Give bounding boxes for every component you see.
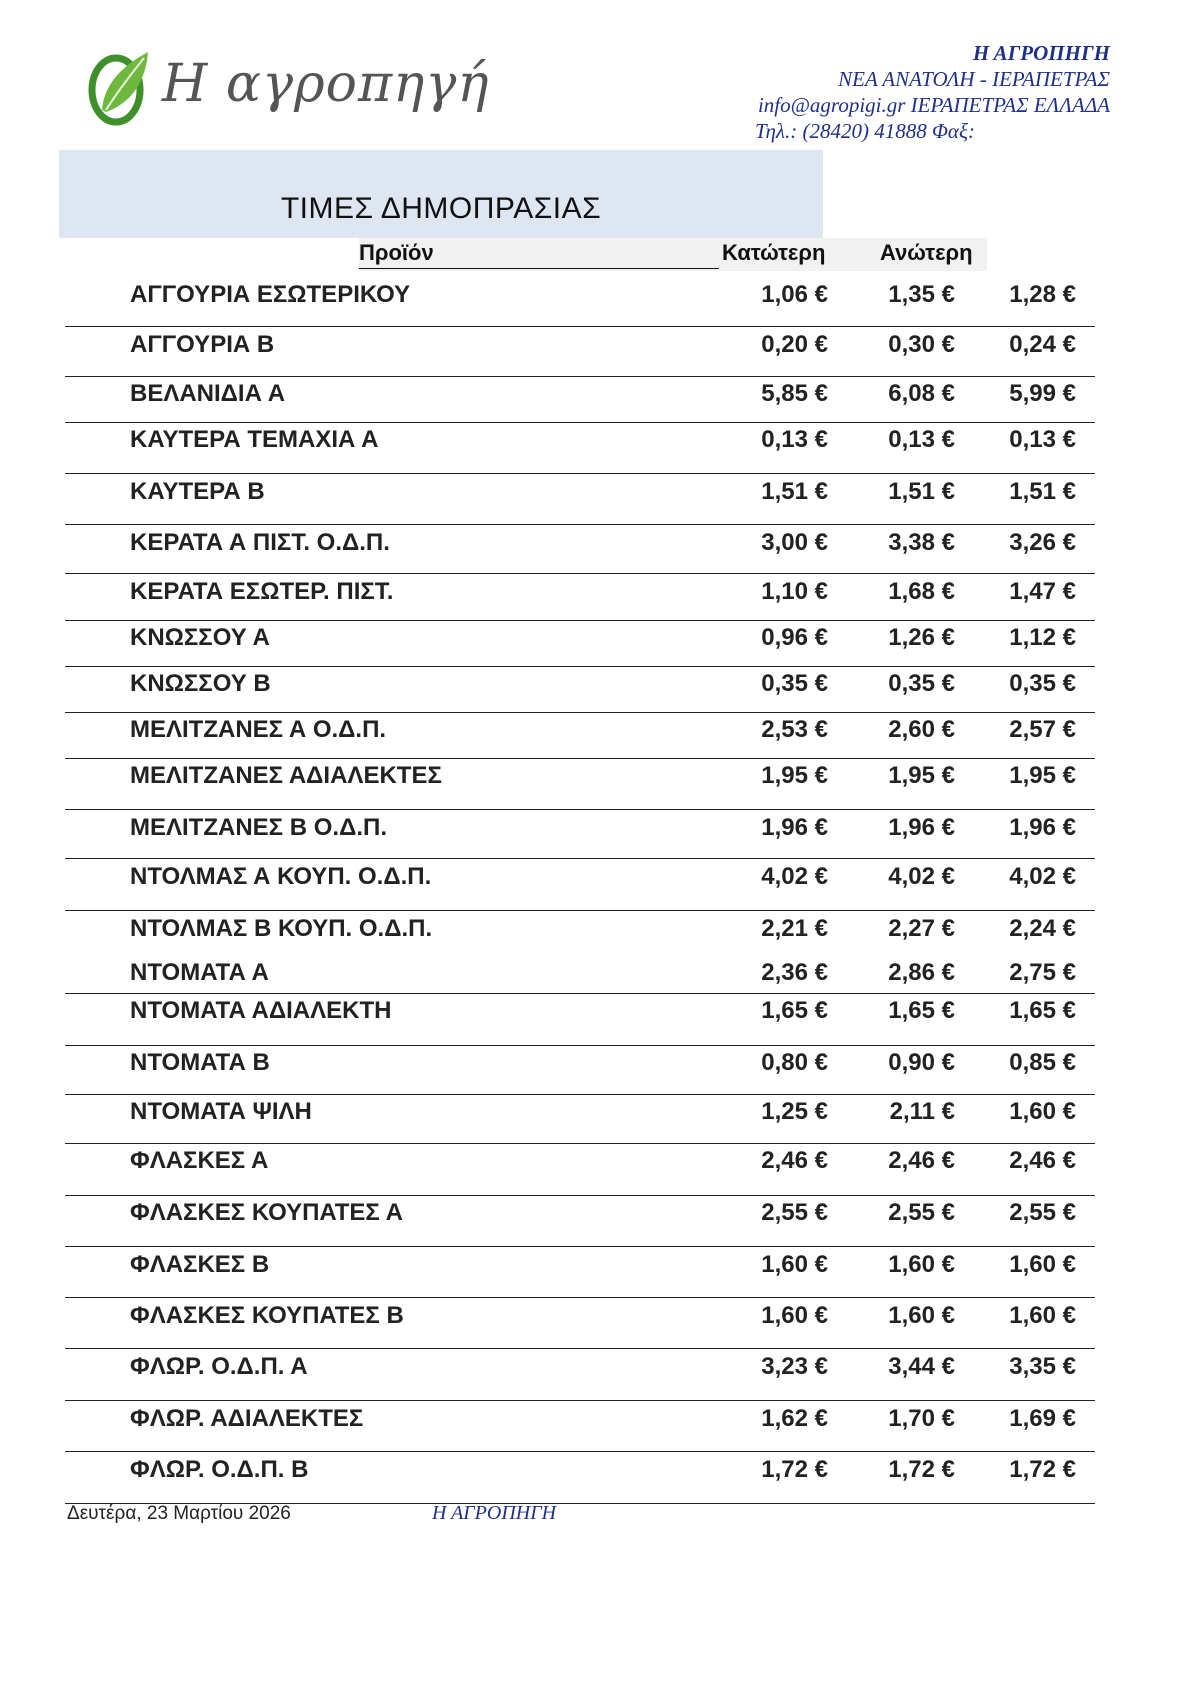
price-avg: 0,13 € xyxy=(1009,426,1076,453)
price-high: 1,72 € xyxy=(888,1456,955,1483)
price-avg: 0,24 € xyxy=(1009,331,1076,358)
product-name: ΝΤΟΜΑΤΑ Α xyxy=(130,959,269,986)
price-high: 2,11 € xyxy=(889,1098,955,1125)
price-avg: 1,28 € xyxy=(1009,281,1076,308)
row-divider xyxy=(65,524,1095,525)
price-low: 1,60 € xyxy=(761,1251,828,1278)
price-low: 5,85 € xyxy=(761,380,828,407)
price-avg: 1,69 € xyxy=(1009,1405,1076,1432)
price-avg: 4,02 € xyxy=(1009,863,1076,890)
price-avg: 2,46 € xyxy=(1009,1147,1076,1174)
price-low: 2,21 € xyxy=(761,915,828,942)
price-low: 2,53 € xyxy=(761,716,828,743)
price-high: 1,68 € xyxy=(888,578,955,605)
product-name: ΚΝΩΣΣΟΥ Α xyxy=(130,624,270,651)
price-high: 6,08 € xyxy=(888,380,955,407)
product-name: ΚΕΡΑΤΑ Α ΠΙΣΤ. Ο.Δ.Π. xyxy=(130,529,390,556)
price-high: 2,46 € xyxy=(888,1147,955,1174)
product-name: ΝΤΟΜΑΤΑ ΑΔΙΑΛΕΚΤΗ xyxy=(130,997,392,1024)
company-name: Η ΑΓΡΟΠΗΓΗ xyxy=(972,41,1110,65)
row-divider xyxy=(65,1143,1095,1144)
header-product: Προϊόν xyxy=(359,240,434,265)
price-low: 1,96 € xyxy=(761,814,828,841)
price-avg: 2,57 € xyxy=(1009,716,1076,743)
price-low: 1,06 € xyxy=(761,281,828,308)
row-divider xyxy=(65,910,1095,911)
price-avg: 2,24 € xyxy=(1009,915,1076,942)
price-high: 1,65 € xyxy=(888,997,955,1024)
price-high: 1,60 € xyxy=(888,1302,955,1329)
price-low: 3,00 € xyxy=(761,529,828,556)
price-high: 0,30 € xyxy=(888,331,955,358)
price-high: 1,35 € xyxy=(888,281,955,308)
product-name: ΚΝΩΣΣΟΥ Β xyxy=(130,670,271,697)
product-name: ΚΑΥΤΕΡΑ Β xyxy=(130,478,265,505)
price-high: 3,38 € xyxy=(888,529,955,556)
price-avg: 1,60 € xyxy=(1009,1098,1076,1125)
price-avg: 2,55 € xyxy=(1009,1199,1076,1226)
product-name: ΝΤΟΛΜΑΣ Α ΚΟΥΠ. Ο.Δ.Π. xyxy=(130,863,432,890)
price-high: 1,95 € xyxy=(888,762,955,789)
price-high: 3,44 € xyxy=(888,1353,955,1380)
row-divider xyxy=(65,1451,1095,1452)
price-avg: 1,47 € xyxy=(1009,578,1076,605)
price-low: 0,35 € xyxy=(761,670,828,697)
row-divider xyxy=(65,809,1095,810)
price-avg: 1,12 € xyxy=(1009,624,1076,651)
logo-text: Η αγροπηγή xyxy=(162,54,490,114)
price-low: 2,55 € xyxy=(761,1199,828,1226)
price-low: 1,72 € xyxy=(761,1456,828,1483)
footer-date: Δευτέρα, 23 Μαρτίου 2026 xyxy=(67,1503,291,1524)
product-name: ΚΑΥΤΕΡΑ ΤΕΜΑΧΙΑ Α xyxy=(130,426,379,453)
price-avg: 3,26 € xyxy=(1009,529,1076,556)
price-avg: 1,60 € xyxy=(1009,1302,1076,1329)
price-low: 1,51 € xyxy=(761,478,828,505)
price-low: 1,10 € xyxy=(761,578,828,605)
row-divider xyxy=(65,758,1095,759)
product-name: ΑΓΓΟΥΡΙΑ ΕΣΩΤΕΡΙΚΟΥ xyxy=(130,281,411,308)
price-high: 1,70 € xyxy=(888,1405,955,1432)
product-name: ΦΛΩΡ. Ο.Δ.Π. Α xyxy=(130,1353,308,1380)
product-name: ΜΕΛΙΤΖΑΝΕΣ Β Ο.Δ.Π. xyxy=(130,814,387,841)
row-divider xyxy=(65,1348,1095,1349)
row-divider xyxy=(65,858,1095,859)
price-avg: 2,75 € xyxy=(1009,959,1076,986)
price-low: 0,20 € xyxy=(761,331,828,358)
price-high: 0,35 € xyxy=(888,670,955,697)
row-divider xyxy=(65,1195,1095,1196)
company-location: ΝΕΑ ΑΝΑΤΟΛΗ - ΙΕΡΑΠΕΤΡΑΣ xyxy=(838,67,1110,91)
price-avg: 0,35 € xyxy=(1009,670,1076,697)
product-name: ΦΛΩΡ. Ο.Δ.Π. Β xyxy=(130,1456,309,1483)
price-low: 1,62 € xyxy=(761,1405,828,1432)
row-divider xyxy=(65,573,1095,574)
product-name: ΦΛΑΣΚΕΣ ΚΟΥΠΑΤΕΣ Β xyxy=(130,1302,404,1329)
price-avg: 0,85 € xyxy=(1009,1049,1076,1076)
price-avg: 5,99 € xyxy=(1009,380,1076,407)
product-name: ΜΕΛΙΤΖΑΝΕΣ ΑΔΙΑΛΕΚΤΕΣ xyxy=(130,762,442,789)
row-divider xyxy=(65,473,1095,474)
price-low: 1,60 € xyxy=(761,1302,828,1329)
row-divider xyxy=(65,1246,1095,1247)
company-email: info@agropigi.gr ΙΕΡΑΠΕΤΡΑΣ ΕΛΛΑΔΑ xyxy=(757,93,1110,117)
page-title: ΤΙΜΕΣ ΔΗΜΟΠΡΑΣΙΑΣ xyxy=(280,192,602,225)
price-avg: 1,96 € xyxy=(1009,814,1076,841)
product-name: ΚΕΡΑΤΑ ΕΣΩΤΕΡ. ΠΙΣΤ. xyxy=(130,578,394,605)
row-divider xyxy=(65,422,1095,423)
price-low: 0,13 € xyxy=(761,426,828,453)
price-avg: 1,72 € xyxy=(1009,1456,1076,1483)
product-name: ΦΛΩΡ. ΑΔΙΑΛΕΚΤΕΣ xyxy=(130,1405,364,1432)
row-divider xyxy=(65,1297,1095,1298)
product-name: ΝΤΟΛΜΑΣ Β ΚΟΥΠ. Ο.Δ.Π. xyxy=(130,915,433,942)
price-avg: 1,65 € xyxy=(1009,997,1076,1024)
header-high: Ανώτερη xyxy=(880,240,973,265)
price-high: 2,55 € xyxy=(888,1199,955,1226)
price-high: 4,02 € xyxy=(888,863,955,890)
row-divider xyxy=(65,666,1095,667)
price-low: 3,23 € xyxy=(761,1353,828,1380)
row-divider xyxy=(65,326,1095,327)
row-divider xyxy=(65,620,1095,621)
row-divider xyxy=(65,712,1095,713)
price-high: 0,90 € xyxy=(888,1049,955,1076)
product-name: ΝΤΟΜΑΤΑ ΨΙΛΗ xyxy=(130,1098,312,1125)
row-divider xyxy=(65,1400,1095,1401)
company-phone: Τηλ.: (28420) 41888 Φαξ: xyxy=(754,119,975,143)
price-low: 0,80 € xyxy=(761,1049,828,1076)
price-high: 0,13 € xyxy=(888,426,955,453)
product-name: ΜΕΛΙΤΖΑΝΕΣ Α Ο.Δ.Π. xyxy=(130,716,387,743)
price-avg: 1,95 € xyxy=(1009,762,1076,789)
price-avg: 1,51 € xyxy=(1009,478,1076,505)
product-name: ΒΕΛΑΝΙΔΙΑ Α xyxy=(130,380,286,407)
price-avg: 3,35 € xyxy=(1009,1353,1076,1380)
row-divider xyxy=(65,376,1095,377)
price-avg: 1,60 € xyxy=(1009,1251,1076,1278)
price-low: 1,95 € xyxy=(761,762,828,789)
product-name: ΦΛΑΣΚΕΣ ΚΟΥΠΑΤΕΣ Α xyxy=(130,1199,403,1226)
price-low: 2,46 € xyxy=(761,1147,828,1174)
price-low: 0,96 € xyxy=(761,624,828,651)
price-high: 1,26 € xyxy=(888,624,955,651)
price-high: 2,27 € xyxy=(888,915,955,942)
price-high: 1,51 € xyxy=(888,478,955,505)
product-name: ΝΤΟΜΑΤΑ Β xyxy=(130,1049,270,1076)
price-low: 1,65 € xyxy=(761,997,828,1024)
header-low: Κατώτερη xyxy=(722,240,826,265)
price-high: 1,60 € xyxy=(888,1251,955,1278)
row-divider xyxy=(65,1045,1095,1046)
price-low: 4,02 € xyxy=(761,863,828,890)
price-high: 2,60 € xyxy=(888,716,955,743)
row-divider xyxy=(65,993,1095,994)
row-divider xyxy=(65,1094,1095,1095)
price-low: 2,36 € xyxy=(761,959,828,986)
footer-company: Η ΑΓΡΟΠΗΓΗ xyxy=(432,1502,557,1524)
product-name: ΦΛΑΣΚΕΣ Β xyxy=(130,1251,270,1278)
price-high: 2,86 € xyxy=(888,959,955,986)
price-high: 1,96 € xyxy=(888,814,955,841)
product-name: ΦΛΑΣΚΕΣ Α xyxy=(130,1147,269,1174)
price-low: 1,25 € xyxy=(761,1098,828,1125)
product-name: ΑΓΓΟΥΡΙΑ Β xyxy=(130,331,275,358)
